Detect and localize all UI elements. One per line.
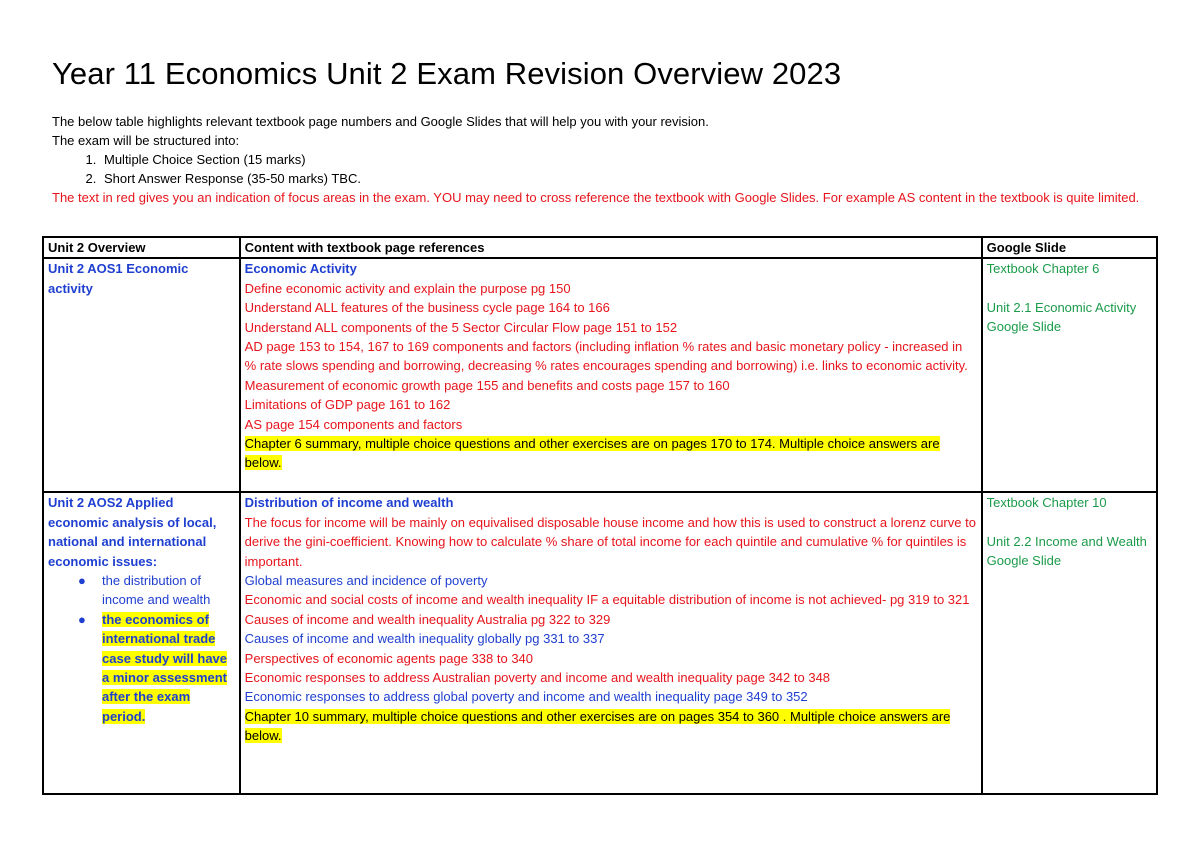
content-cell — [240, 492, 982, 794]
overview-cell — [43, 258, 240, 492]
column-header: Content with textbook page references — [240, 237, 982, 258]
highlighted-summary: Chapter 10 summary, multiple choice questions and other exercises are on pages 354 to 360 . Multiple choice answers are below. — [244, 708, 951, 744]
content-line: Economic and social costs of income and wealth inequality IF a equitable distribution of income is not achieved- pg 319 to 321 — [244, 592, 970, 608]
list-item: 2. Short Answer Response (35-50 marks) TBC. — [100, 169, 1156, 188]
overview-cell — [43, 492, 240, 794]
table-header-row — [43, 237, 1157, 258]
overview-label: Unit 2 AOS1 Economic activity — [48, 261, 189, 296]
highlighted-summary: Chapter 6 summary, multiple choice questions and other exercises are on pages 170 to 174. Multiple choice answers are below. — [244, 436, 940, 471]
slide-reference: Unit 2.1 Economic Activity Google Slide — [986, 299, 1137, 335]
bullet-icon: ● — [78, 573, 86, 589]
intro-text: The exam will be structured into: — [52, 133, 240, 148]
overview-label: Unit 2 AOS2 Applied economic analysis of local, national and international economic issues: — [48, 495, 217, 569]
list-item: ● the distribution of income and wealth — [78, 573, 211, 608]
content-line: Causes of income and wealth inequality Australia pg 322 to 329 — [244, 611, 611, 627]
column-header: Unit 2 Overview — [43, 237, 240, 258]
slide-reference: Unit 2.2 Income and Wealth Google Slide — [986, 533, 1147, 569]
revision-table — [42, 236, 1158, 795]
list-item: 1. Multiple Choice Section (15 marks) — [100, 150, 1156, 169]
focus-note: The text in red gives you an indication of focus areas in the exam. YOU may need to cross reference the textbook with Google Slides. For example AS content in the textbook is quite limited. — [52, 190, 1140, 205]
content-cell — [240, 258, 982, 492]
content-line: Economic responses to address Australian poverty and income and wealth inequality page 342 to 348 — [244, 670, 831, 686]
content-line: AD page 153 to 154, 167 to 169 components and factors (including inflation % rates and basic monetary policy - increased in % rate slows spending and borrowing, decreasing % rates encourages spending and borrowing) i.e. links to economic activity. — [244, 339, 968, 374]
content-line: Measurement of economic growth page 155 and benefits and costs page 157 to 160 — [244, 377, 730, 393]
content-line: Understand ALL features of the business cycle page 164 to 166 — [244, 300, 610, 316]
page-title: Year 11 Economics Unit 2 Exam Revision Overview 2023 — [52, 56, 842, 91]
slide-reference: Textbook Chapter 10 — [986, 495, 1107, 511]
content-line: Perspectives of economic agents page 338 to 340 — [244, 650, 534, 666]
content-line: Understand ALL components of the 5 Sector Circular Flow page 151 to 152 — [244, 319, 678, 335]
intro-text: The below table highlights relevant textbook page numbers and Google Slides that will help you with your revision. — [52, 114, 709, 129]
list-item: ● the economics of international trade case study will have a minor assessment after the exam period. — [78, 611, 228, 724]
content-line: Economic responses to address global poverty and income and wealth inequality page 349 to 352 — [244, 689, 808, 705]
content-heading: Economic Activity — [244, 261, 357, 277]
document-page — [52, 52, 1156, 207]
intro-section — [52, 112, 1156, 207]
content-heading: Distribution of income and wealth — [244, 495, 454, 511]
column-header: Google Slide — [982, 237, 1157, 258]
table-row — [43, 492, 1157, 794]
content-line: Define economic activity and explain the purpose pg 150 — [244, 280, 571, 296]
content-line: The focus for income will be mainly on equivalised disposable house income and how this is used to construct a lorenz curve to derive the gini-coefficient. Knowing how to calculate % share of total income for each quintile and cumulative % for quintiles is important. — [244, 514, 976, 569]
content-line: Global measures and incidence of poverty — [244, 573, 488, 589]
table-row — [43, 258, 1157, 492]
exam-structure-list — [52, 150, 1156, 188]
slide-reference: Textbook Chapter 6 — [986, 261, 1100, 277]
content-line: Causes of income and wealth inequality globally pg 331 to 337 — [244, 631, 605, 647]
bullet-icon: ● — [78, 611, 86, 627]
topics-list — [48, 571, 235, 726]
content-line: Limitations of GDP page 161 to 162 — [244, 397, 451, 413]
slide-cell — [982, 258, 1157, 492]
slide-cell — [982, 492, 1157, 794]
content-line: AS page 154 components and factors — [244, 416, 463, 432]
